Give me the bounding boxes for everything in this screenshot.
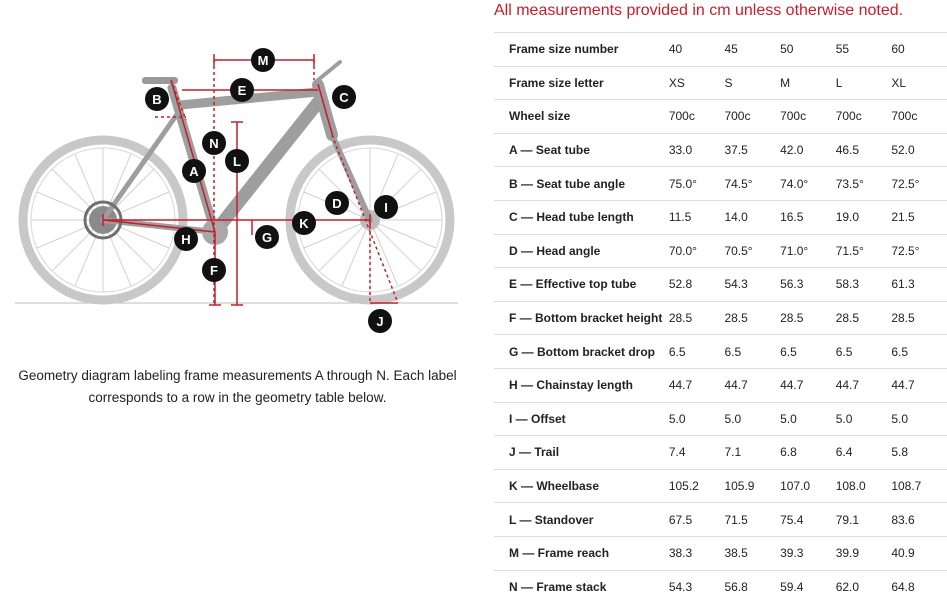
table-row bbox=[494, 100, 947, 134]
svg-text:K: K bbox=[299, 216, 309, 231]
table-cell: 11.5 bbox=[669, 200, 725, 234]
table-cell: 700c bbox=[891, 100, 947, 134]
table-cell: 38.3 bbox=[669, 536, 725, 570]
table-cell: 14.0 bbox=[724, 200, 780, 234]
geometry-diagram bbox=[0, 0, 470, 340]
table-row bbox=[494, 368, 947, 402]
table-cell: 64.8 bbox=[891, 570, 947, 603]
callout-n bbox=[202, 131, 226, 155]
svg-text:L: L bbox=[233, 154, 241, 169]
table-cell: 75.0° bbox=[669, 167, 725, 201]
table-cell: 5.8 bbox=[891, 436, 947, 470]
table-cell: 38.5 bbox=[724, 536, 780, 570]
table-row bbox=[494, 536, 947, 570]
table-cell: 71.5° bbox=[836, 234, 892, 268]
table-cell: 5.0 bbox=[724, 402, 780, 436]
table-cell: 72.5° bbox=[891, 234, 947, 268]
table-row bbox=[494, 436, 947, 470]
table-cell: 52.0 bbox=[891, 133, 947, 167]
table-cell: 28.5 bbox=[780, 301, 836, 335]
bike-illustration bbox=[0, 0, 470, 340]
table-cell: 56.8 bbox=[724, 570, 780, 603]
table-cell: 19.0 bbox=[836, 200, 892, 234]
row-label: I — Offset bbox=[494, 402, 669, 436]
callout-a bbox=[182, 159, 206, 183]
table-cell: 700c bbox=[669, 100, 725, 134]
svg-text:B: B bbox=[152, 92, 161, 107]
table-cell: 6.5 bbox=[724, 335, 780, 369]
table-cell: 6.8 bbox=[780, 436, 836, 470]
table-cell: 59.4 bbox=[780, 570, 836, 603]
callout-c bbox=[332, 85, 356, 109]
table-cell: 45 bbox=[724, 33, 780, 67]
table-cell: XS bbox=[669, 66, 725, 100]
table-cell: 37.5 bbox=[724, 133, 780, 167]
callout-e bbox=[230, 78, 254, 102]
table-row bbox=[494, 268, 947, 302]
table-cell: 28.5 bbox=[836, 301, 892, 335]
callout-h bbox=[174, 227, 198, 251]
svg-text:E: E bbox=[238, 83, 247, 98]
table-cell: 52.8 bbox=[669, 268, 725, 302]
svg-text:C: C bbox=[339, 90, 349, 105]
table-cell: 79.1 bbox=[836, 503, 892, 537]
table-cell: 58.3 bbox=[836, 268, 892, 302]
geometry-table bbox=[494, 32, 947, 603]
table-row bbox=[494, 503, 947, 537]
units-note: All measurements provided in cm unless otherwise noted. bbox=[494, 2, 903, 20]
table-cell: 44.7 bbox=[836, 368, 892, 402]
geometry-table-body bbox=[494, 33, 947, 603]
table-cell: 54.3 bbox=[724, 268, 780, 302]
table-cell: 74.5° bbox=[724, 167, 780, 201]
table-cell: 33.0 bbox=[669, 133, 725, 167]
table-cell: 60 bbox=[891, 33, 947, 67]
table-cell: 700c bbox=[780, 100, 836, 134]
table-cell: 5.0 bbox=[891, 402, 947, 436]
table-cell: 46.5 bbox=[836, 133, 892, 167]
table-cell: XL bbox=[891, 66, 947, 100]
table-cell: 28.5 bbox=[724, 301, 780, 335]
table-cell: 28.5 bbox=[669, 301, 725, 335]
table-cell: 7.4 bbox=[669, 436, 725, 470]
row-label: K — Wheelbase bbox=[494, 469, 669, 503]
svg-text:G: G bbox=[262, 230, 272, 245]
table-row bbox=[494, 66, 947, 100]
table-cell: 44.7 bbox=[891, 368, 947, 402]
table-row bbox=[494, 570, 947, 603]
callout-j bbox=[368, 309, 392, 333]
table-row bbox=[494, 33, 947, 67]
table-row bbox=[494, 301, 947, 335]
table-cell: 71.0° bbox=[780, 234, 836, 268]
table-cell: 39.9 bbox=[836, 536, 892, 570]
table-cell: 42.0 bbox=[780, 133, 836, 167]
row-label: F — Bottom bracket height bbox=[494, 301, 669, 335]
table-row bbox=[494, 402, 947, 436]
table-cell: 7.1 bbox=[724, 436, 780, 470]
table-cell: 6.5 bbox=[780, 335, 836, 369]
table-cell: 40.9 bbox=[891, 536, 947, 570]
table-cell: 108.7 bbox=[891, 469, 947, 503]
table-cell: 6.5 bbox=[669, 335, 725, 369]
svg-text:I: I bbox=[384, 200, 388, 215]
table-cell: 6.5 bbox=[836, 335, 892, 369]
table-row bbox=[494, 200, 947, 234]
callout-m bbox=[251, 48, 275, 72]
table-cell: 73.5° bbox=[836, 167, 892, 201]
row-label: M — Frame reach bbox=[494, 536, 669, 570]
table-cell: 5.0 bbox=[836, 402, 892, 436]
table-cell: 40 bbox=[669, 33, 725, 67]
table-cell: 16.5 bbox=[780, 200, 836, 234]
table-cell: 21.5 bbox=[891, 200, 947, 234]
table-cell: 72.5° bbox=[891, 167, 947, 201]
row-label: C — Head tube length bbox=[494, 200, 669, 234]
table-cell: 61.3 bbox=[891, 268, 947, 302]
row-label: N — Frame stack bbox=[494, 570, 669, 603]
svg-text:N: N bbox=[209, 136, 218, 151]
table-row bbox=[494, 335, 947, 369]
table-cell: 55 bbox=[836, 33, 892, 67]
table-cell: 44.7 bbox=[724, 368, 780, 402]
callout-f bbox=[202, 258, 226, 282]
row-label: E — Effective top tube bbox=[494, 268, 669, 302]
callout-d bbox=[325, 191, 349, 215]
table-cell: 54.3 bbox=[669, 570, 725, 603]
table-cell: 74.0° bbox=[780, 167, 836, 201]
svg-text:M: M bbox=[258, 53, 269, 68]
table-cell: 5.0 bbox=[669, 402, 725, 436]
table-cell: 44.7 bbox=[780, 368, 836, 402]
row-label: B — Seat tube angle bbox=[494, 167, 669, 201]
row-label: Frame size number bbox=[494, 33, 669, 67]
table-cell: 70.5° bbox=[724, 234, 780, 268]
table-cell: 700c bbox=[836, 100, 892, 134]
table-cell: 70.0° bbox=[669, 234, 725, 268]
table-cell: 5.0 bbox=[780, 402, 836, 436]
table-cell: 62.0 bbox=[836, 570, 892, 603]
callout-k bbox=[292, 211, 316, 235]
row-label: J — Trail bbox=[494, 436, 669, 470]
callout-g bbox=[255, 225, 279, 249]
table-row bbox=[494, 167, 947, 201]
table-cell: 67.5 bbox=[669, 503, 725, 537]
table-cell: 39.3 bbox=[780, 536, 836, 570]
table-cell: 28.5 bbox=[891, 301, 947, 335]
table-cell: 56.3 bbox=[780, 268, 836, 302]
row-label: D — Head angle bbox=[494, 234, 669, 268]
table-cell: 105.2 bbox=[669, 469, 725, 503]
table-cell: L bbox=[836, 66, 892, 100]
table-row bbox=[494, 133, 947, 167]
table-cell: 6.4 bbox=[836, 436, 892, 470]
svg-text:D: D bbox=[332, 196, 341, 211]
svg-text:F: F bbox=[210, 263, 218, 278]
table-cell: 50 bbox=[780, 33, 836, 67]
table-cell: 105.9 bbox=[724, 469, 780, 503]
table-cell: M bbox=[780, 66, 836, 100]
table-cell: 75.4 bbox=[780, 503, 836, 537]
row-label: H — Chainstay length bbox=[494, 368, 669, 402]
callout-l bbox=[225, 149, 249, 173]
svg-text:J: J bbox=[376, 314, 383, 329]
diagram-caption: Geometry diagram labeling frame measurements A through N. Each label corresponds to a row in the geometry table below. bbox=[10, 365, 465, 409]
row-label: G — Bottom bracket drop bbox=[494, 335, 669, 369]
table-row bbox=[494, 234, 947, 268]
table-cell: 6.5 bbox=[891, 335, 947, 369]
row-label: L — Standover bbox=[494, 503, 669, 537]
table-row bbox=[494, 469, 947, 503]
row-label: Frame size letter bbox=[494, 66, 669, 100]
row-label: A — Seat tube bbox=[494, 133, 669, 167]
table-cell: 107.0 bbox=[780, 469, 836, 503]
table-cell: 108.0 bbox=[836, 469, 892, 503]
table-cell: 700c bbox=[724, 100, 780, 134]
table-cell: S bbox=[724, 66, 780, 100]
callout-b bbox=[145, 87, 169, 111]
svg-text:H: H bbox=[181, 232, 190, 247]
table-cell: 83.6 bbox=[891, 503, 947, 537]
svg-text:A: A bbox=[189, 164, 199, 179]
callout-i bbox=[374, 195, 398, 219]
table-cell: 44.7 bbox=[669, 368, 725, 402]
table-cell: 71.5 bbox=[724, 503, 780, 537]
row-label: Wheel size bbox=[494, 100, 669, 134]
